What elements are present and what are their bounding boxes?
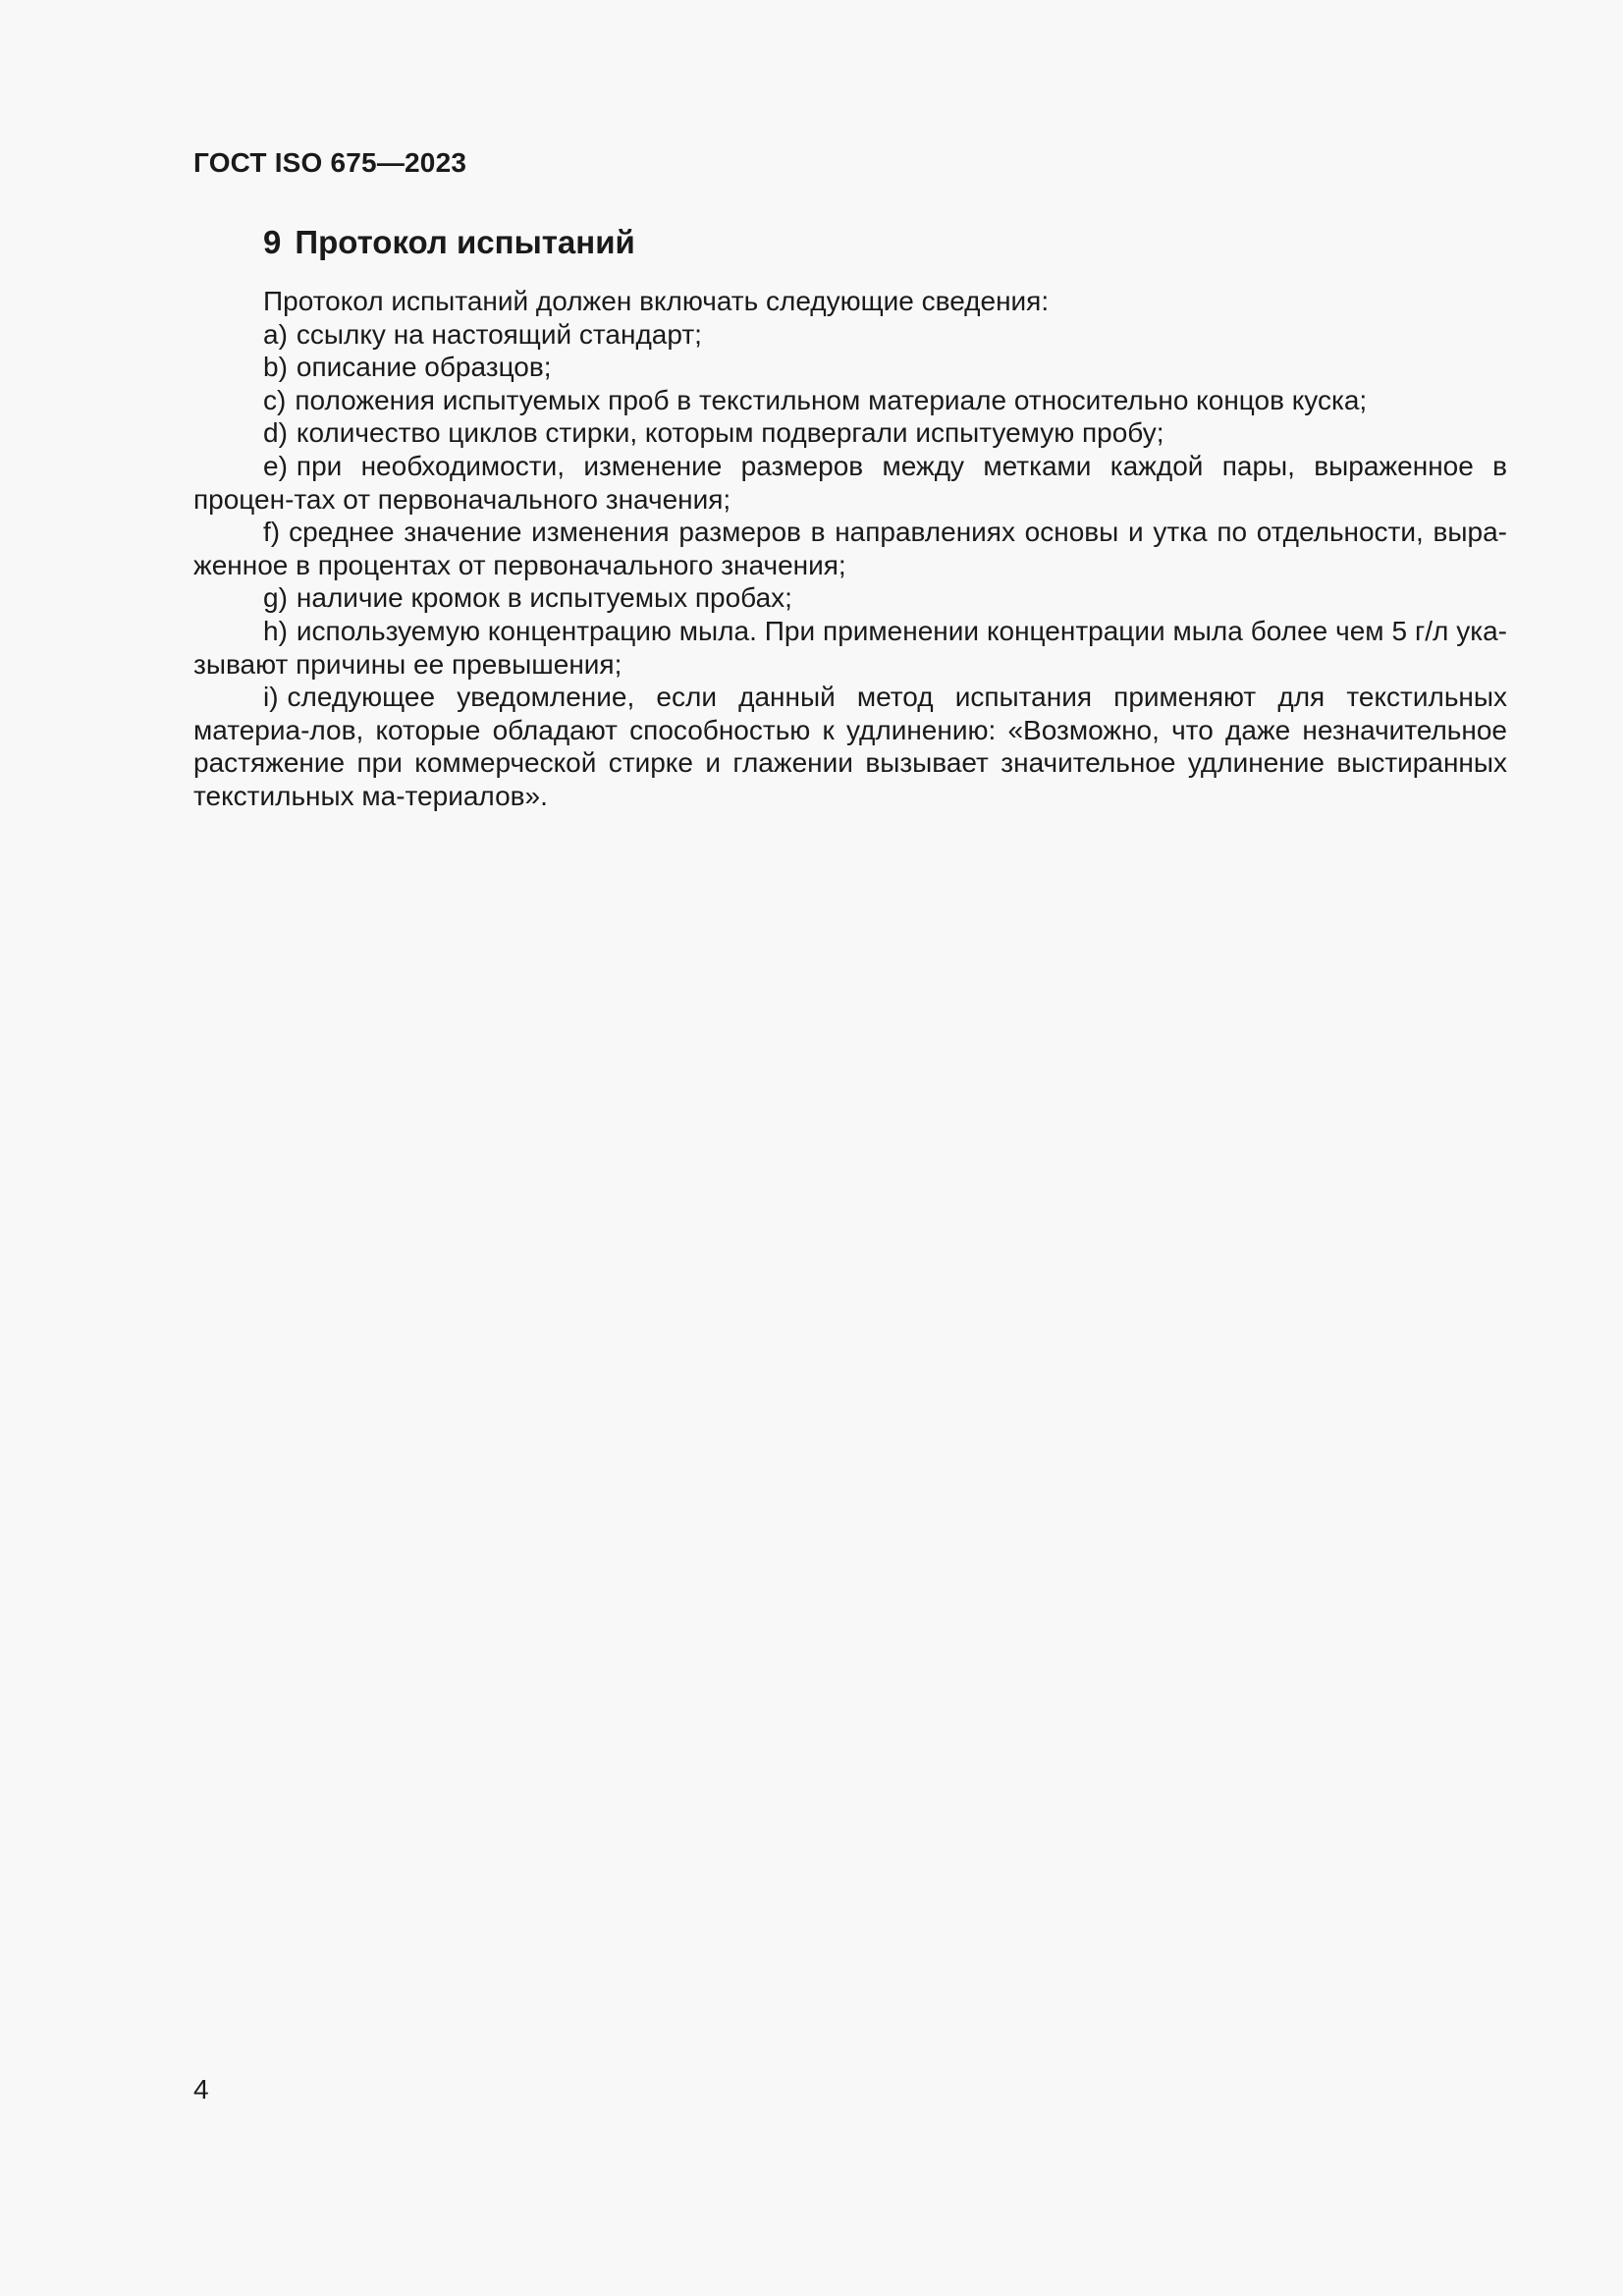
list-item-label: e) bbox=[263, 450, 288, 481]
list-item bbox=[193, 450, 1507, 516]
list-item-text: ссылку на настоящий стандарт; bbox=[296, 318, 702, 350]
document-header: ГОСТ ISO 675—2023 bbox=[193, 147, 467, 178]
section-title: Протокол испытаний bbox=[295, 224, 635, 260]
list-item bbox=[193, 416, 1507, 450]
list-item-label: i) bbox=[263, 682, 279, 713]
list-item-text: среднее значение изменения размеров в направлениях основы и утка по отдельности, выра-женное в процентах от первоначального значения; bbox=[193, 517, 1507, 580]
list-item-label: g) bbox=[263, 582, 288, 614]
list-item-label: b) bbox=[263, 352, 288, 383]
list-item-label: c) bbox=[263, 384, 287, 415]
list-item-text: положения испытуемых проб в текстильном материале относительно концов куска; bbox=[295, 384, 1368, 415]
list-item bbox=[193, 581, 1507, 615]
list-item-text: используемую концентрацию мыла. При применении концентрации мыла более чем 5 г/л ука-зывают причины ее превышения; bbox=[193, 615, 1507, 680]
list-item bbox=[193, 318, 1507, 352]
list-item-label: d) bbox=[263, 417, 288, 449]
list-item-text: описание образцов; bbox=[296, 352, 552, 383]
list-item bbox=[193, 516, 1507, 581]
list-item bbox=[193, 351, 1507, 384]
section-body bbox=[193, 285, 1507, 813]
list-item-label: a) bbox=[263, 318, 288, 350]
list-item-label: h) bbox=[263, 615, 288, 646]
intro-paragraph: Протокол испытаний должен включать следующие сведения: bbox=[263, 286, 1050, 316]
list-item-text: наличие кромок в испытуемых пробах; bbox=[296, 582, 792, 614]
list-item-text: количество циклов стирки, которым подвергали испытуемую пробу; bbox=[296, 417, 1164, 449]
list-item bbox=[193, 681, 1507, 812]
section-heading bbox=[263, 224, 635, 261]
section-number: 9 bbox=[263, 224, 282, 260]
list-item-label: f) bbox=[263, 517, 281, 548]
list-item bbox=[193, 384, 1507, 417]
list-item-text: при необходимости, изменение размеров между метками каждой пары, выраженное в процен-тах от первоначального значения; bbox=[193, 450, 1507, 515]
list-item bbox=[193, 615, 1507, 681]
list-item-text: следующее уведомление, если данный метод испытания применяют для текстильных материа-лов, которые обладают способностью к удлинению: «Возможно, что даже незначительное растяжение при коммерческой стирке и глажении вызывает значительное удлинение выстиранных текстильных ма-териалов». bbox=[193, 682, 1507, 811]
page-number: 4 bbox=[193, 2074, 209, 2105]
